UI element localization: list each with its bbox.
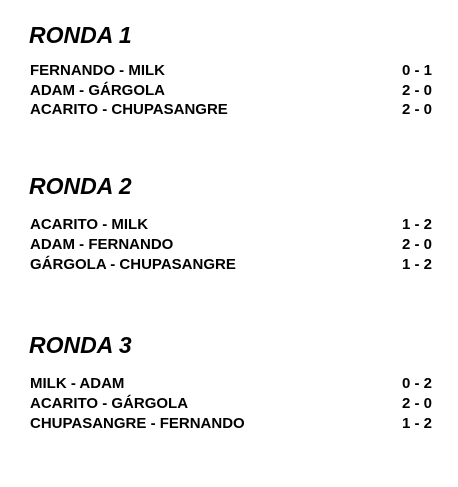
round-2-title: RONDA 2 — [29, 173, 132, 199]
match-score: 1 - 2 — [401, 415, 432, 432]
match-players: ACARITO - CHUPASANGRE — [30, 101, 228, 118]
round-3-title: RONDA 3 — [29, 332, 132, 358]
match-players: MILK - ADAM — [30, 375, 125, 392]
match-score: 0 - 1 — [401, 62, 432, 79]
match-row — [30, 215, 432, 235]
match-score: 2 - 0 — [401, 395, 432, 412]
match-players: ACARITO - GÁRGOLA — [30, 395, 189, 412]
match-players: FERNANDO - MILK — [30, 62, 165, 79]
match-row — [30, 414, 432, 434]
match-players: ADAM - GÁRGOLA — [30, 82, 165, 99]
match-players: ADAM - FERNANDO — [30, 236, 174, 253]
match-players: ACARITO - MILK — [30, 216, 149, 233]
match-score: 2 - 0 — [401, 101, 432, 118]
match-score: 1 - 2 — [401, 216, 432, 233]
match-score: 1 - 2 — [401, 256, 432, 273]
match-row — [30, 235, 432, 255]
match-row — [30, 394, 432, 414]
match-score: 0 - 2 — [401, 375, 432, 392]
match-row — [30, 374, 432, 394]
match-players: GÁRGOLA - CHUPASANGRE — [30, 256, 236, 273]
match-score: 2 - 0 — [401, 236, 432, 253]
match-score: 2 - 0 — [401, 82, 432, 99]
match-players: CHUPASANGRE - FERNANDO — [30, 415, 245, 432]
match-row — [30, 255, 432, 275]
match-row — [30, 100, 432, 120]
match-row — [30, 81, 432, 101]
match-row — [30, 61, 432, 81]
round-1-title: RONDA 1 — [29, 22, 132, 48]
